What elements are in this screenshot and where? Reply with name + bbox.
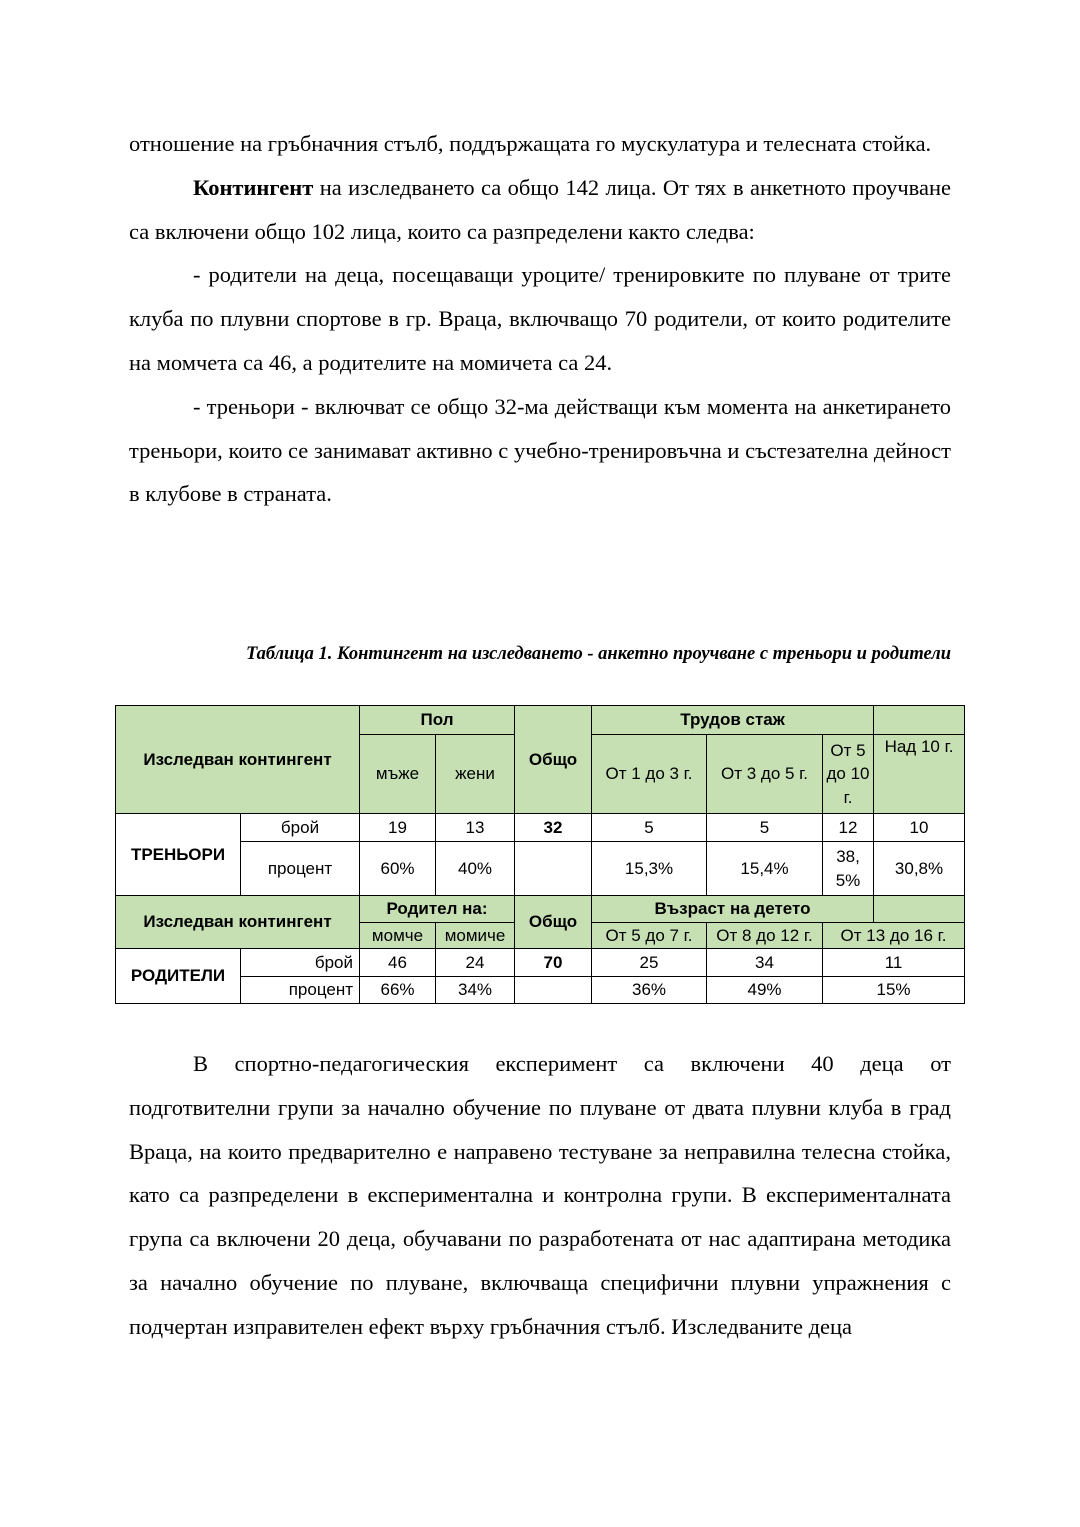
- coaches-percent-male: 60%: [360, 842, 436, 896]
- contingent-header: Изследван контингент: [116, 706, 360, 814]
- paragraph-contingent: [129, 166, 951, 254]
- body-text-top: [129, 122, 951, 516]
- total-header: Общо: [515, 706, 592, 814]
- coaches-count-exp-over-10: 10: [874, 814, 965, 842]
- coaches-count-label: брой: [241, 814, 360, 842]
- coaches-percent-exp-3-5: 15,4%: [707, 842, 823, 896]
- contingent-header-parents: Изследван контингент: [116, 896, 360, 949]
- age-5-7-header: От 5 до 7 г.: [592, 923, 707, 949]
- coaches-percent-total: [515, 842, 592, 896]
- coaches-percent-exp-1-3: 15,3%: [592, 842, 707, 896]
- coaches-percent-label: процент: [241, 842, 360, 896]
- parents-header-empty-cell: [874, 896, 965, 923]
- experience-header: Трудов стаж: [592, 706, 874, 735]
- parents-count-age-13-16: 11: [823, 949, 965, 977]
- coaches-count-female: 13: [436, 814, 515, 842]
- contingent-text: на изследването са общо 142 лица. От тях в анкетното проучване са включени общо 102 лица, които са разпределени както следва:: [129, 174, 951, 244]
- coaches-percent-exp-over-10: 30,8%: [874, 842, 965, 896]
- coaches-label: ТРЕНЬОРИ: [116, 814, 241, 896]
- child-age-header: Възраст на детето: [592, 896, 874, 923]
- body-text-bottom: [129, 1042, 951, 1349]
- parents-count-age-8-12: 34: [707, 949, 823, 977]
- boy-header: момче: [360, 923, 436, 949]
- parents-count-age-5-7: 25: [592, 949, 707, 977]
- parent-of-header: Родител на:: [360, 896, 515, 923]
- table-caption: Таблица 1. Контингент на изследването - анкетно проучване с треньори и родители: [245, 644, 951, 664]
- age-13-16-header: От 13 до 16 г.: [823, 923, 965, 949]
- coaches-count-male: 19: [360, 814, 436, 842]
- parents-count-boy: 46: [360, 949, 436, 977]
- coaches-count-total: 32: [515, 814, 592, 842]
- coaches-count-exp-3-5: 5: [707, 814, 823, 842]
- parents-percent-boy: 66%: [360, 977, 436, 1004]
- total-header-parents: Общо: [515, 896, 592, 949]
- sex-header: Пол: [360, 706, 515, 735]
- paragraph-experiment: В спортно-педагогическия експеримент са включени 40 деца от подготвителни групи за начално обучение по плуване от двата плувни клуба в град Враца, на които предварително е направено тестуване за неправилна телесна стойка, като са разпределени в експериментална и контролна групи. В експерименталната група са включени 20 деца, обучавани по разработената от нас адаптирана методика за начално обучение по плуване, включваща специфични плувни упражнения с подчертан изправителен ефект върху гръбначния стълб. Изследваните деца: [129, 1051, 951, 1339]
- parents-percent-age-8-12: 49%: [707, 977, 823, 1004]
- age-8-12-header: От 8 до 12 г.: [707, 923, 823, 949]
- parents-count-girl: 24: [436, 949, 515, 977]
- parents-percent-age-13-16: 15%: [823, 977, 965, 1004]
- contingent-term: Контингент: [193, 174, 314, 200]
- exp-1-3-header: От 1 до 3 г.: [592, 735, 707, 814]
- coaches-percent-exp-5-10: 38, 5%: [823, 842, 874, 896]
- parents-percent-girl: 34%: [436, 977, 515, 1004]
- parents-percent-total: [515, 977, 592, 1004]
- coaches-count-exp-1-3: 5: [592, 814, 707, 842]
- parents-count-total: 70: [515, 949, 592, 977]
- paragraph-intro: отношение на гръбначния стълб, поддържащата го мускулатура и телесната стойка.: [129, 131, 932, 156]
- girl-header: момиче: [436, 923, 515, 949]
- coaches-count-exp-5-10: 12: [823, 814, 874, 842]
- contingent-table: [115, 705, 965, 1004]
- parents-label: РОДИТЕЛИ: [116, 949, 241, 1004]
- exp-5-10-header: От 5 до 10 г.: [823, 735, 874, 814]
- paragraph-coaches: - треньори - включват се общо 32-ма действащи към момента на анкетирането треньори, които се занимават активно с учебно-тренировъчна и състезателна дейност в клубове в страната.: [129, 393, 951, 507]
- exp-3-5-header: От 3 до 5 г.: [707, 735, 823, 814]
- parents-percent-age-5-7: 36%: [592, 977, 707, 1004]
- exp-over-10-header: Над 10 г.: [874, 735, 965, 814]
- parents-count-label: брой: [241, 949, 360, 977]
- coaches-percent-female: 40%: [436, 842, 515, 896]
- parents-percent-label: процент: [241, 977, 360, 1004]
- paragraph-parents: - родители на деца, посещаващи уроците/ тренировките по плуване от трите клуба по плувни спортове в гр. Враца, включващо 70 родители, от които родителите на момчета са 46, а родителите на момичета са 24.: [129, 262, 951, 375]
- female-header: жени: [436, 735, 515, 814]
- header-empty-cell: [874, 706, 965, 735]
- male-header: мъже: [360, 735, 436, 814]
